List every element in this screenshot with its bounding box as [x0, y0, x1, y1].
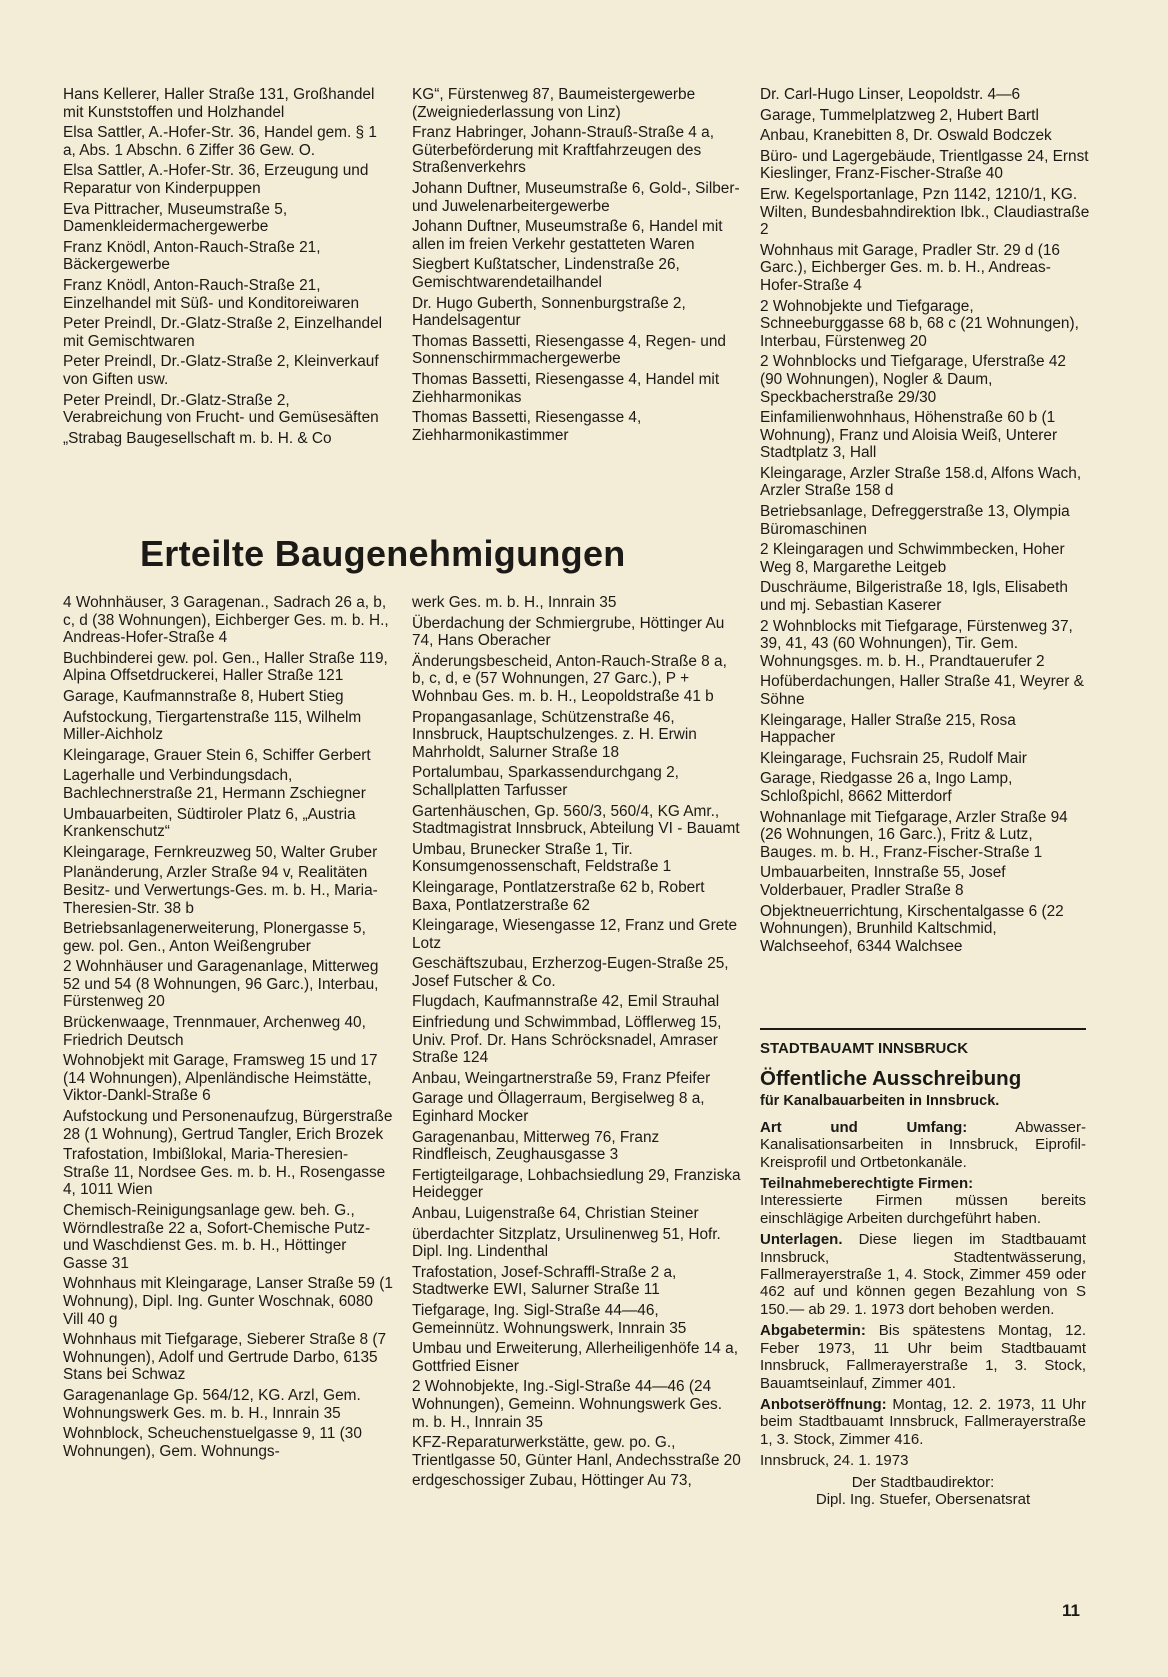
list-entry: Trafostation, Josef-Schraffl-Straße 2 a, Stadtwerke EWI, Salurner Straße 11 [412, 1263, 677, 1299]
list-entry: Umbau, Brunecker Straße 1, Tir. Konsumgenossenschaft, Feldstraße 1 [412, 840, 672, 876]
list-entry: Thomas Bassetti, Riesengasse 4, Regen- und Sonnenschirmmachergewerbe [412, 332, 726, 368]
list-entry: Franz Knödl, Anton-Rauch-Straße 21, Bäckergewerbe [63, 238, 321, 274]
list-entry: Propangasanlage, Schützenstraße 46, Innsbruck, Hauptschulzenges. z. H. Erwin Mahrholdt, Salurner Straße 18 [412, 708, 697, 761]
list-entry: Garagenanbau, Mitterweg 76, Franz Rindfleisch, Zeughausgasse 3 [412, 1128, 660, 1164]
notice-scope-text: Abwasser-Kanalisationsarbeiten in Innsbruck, Eiprofil-Kreisprofil und Ortbetonkanäle. [760, 1118, 1086, 1171]
notice-firms-label: Teilnahmeberechtigte Firmen: [760, 1175, 974, 1193]
page-number: 11 [1062, 1601, 1080, 1620]
notice-signer-title: Der Stadtbaudirektor: [851, 1473, 995, 1491]
list-entry: 2 Wohnblocks mit Tiefgarage, Fürstenweg 37, 39, 41, 43 (60 Wohnungen), Tir. Gem. Wohnungsges. m. b. H., Prandtauerufer 2 [760, 617, 1073, 670]
list-entry: Betriebsanlagenerweiterung, Plonergasse 5, gew. pol. Gen., Anton Weißengruber [63, 920, 366, 955]
list-entry: Kleingarage, Grauer Stein 6, Schiffer Gerbert [63, 746, 371, 764]
list-entry: Trafostation, Imbißlokal, Maria-Theresien-Straße 11, Nordsee Ges. m. b. H., Rosengasse 4, 1011 Wien [63, 1146, 386, 1199]
list-entry: Kleingarage, Fuchsrain 25, Rudolf Mair [760, 749, 1027, 767]
list-entry: Objektneuerrichtung, Kirschentalgasse 6 (22 Wohnungen), Brunhild Kaltschmid, Walchseehof, 6344 Walchsee [760, 902, 1064, 955]
business-list-col-2 [412, 86, 742, 447]
list-entry: Aufstockung, Tiergartenstraße 115, Wilhelm Miller-Aichholz [63, 708, 362, 744]
list-entry: Kleingarage, Haller Straße 215, Rosa Happacher [760, 711, 1016, 747]
notice-opening-text: Montag, 12. 2. 1973, 11 Uhr beim Stadtbauamt Innsbruck, Fallmerayerstraße 1, 3. Stock, Zimmer 416. [760, 1395, 1086, 1448]
list-entry: Peter Preindl, Dr.-Glatz-Straße 2, Kleinverkauf von Giften usw. [63, 353, 379, 388]
list-entry: KFZ-Reparaturwerkstätte, gew. po. G., Trientlgasse 50, Günter Hanl, Andechsstraße 20 [412, 1434, 741, 1469]
list-entry: Peter Preindl, Dr.-Glatz-Straße 2, Einzelhandel mit Gemischtwaren [63, 315, 383, 350]
list-entry: Gartenhäuschen, Gp. 560/3, 560/4, KG Amr., Stadtmagistrat Innsbruck, Abteilung VI - Bauamt [412, 802, 740, 838]
notice-scope-label: Art und Umfang: [760, 1118, 968, 1136]
notice-opening [760, 1396, 1086, 1448]
notice-documents-text: Diese liegen im Stadtbauamt Innsbruck, Stadtentwässerung, Fallmerayerstraße 1, 4. Stock, Zimmer 459 oder 462 auf und können gegen Bezahlung von S 150.— ab 29. 1. 1973 dort behoben werden. [760, 1231, 1086, 1318]
list-entry: Aufstockung und Personenaufzug, Bürgerstraße 28 (1 Wohnung), Gertrud Tangler, Erich Brozek [63, 1108, 393, 1143]
list-entry: Franz Habringer, Johann-Strauß-Straße 4 a, Güterbeförderung mit Kraftfahrzeugen des Straßenverkehrs [412, 124, 714, 177]
notice-signer-name: Dipl. Ing. Stuefer, Obersenatsrat [815, 1490, 1031, 1508]
list-entry: Wohnhaus mit Tiefgarage, Sieberer Straße 8 (7 Wohnungen), Adolf und Gertrude Darbo, 6135 Stans bei Schwaz [63, 1331, 387, 1384]
list-entry: Tiefgarage, Ing. Sigl-Straße 44—46, Gemeinnütz. Wohnungswerk, Innrain 35 [412, 1301, 687, 1337]
list-entry: Garage, Kaufmannstraße 8, Hubert Stieg [63, 687, 344, 705]
list-entry: Überdachung der Schmiergrube, Höttinger Au 74, Hans Oberacher [412, 614, 725, 650]
notice-deadline-label: Abgabetermin: [760, 1322, 866, 1340]
list-entry: Geschäftszubau, Erzherzog-Eugen-Straße 25, Josef Futscher & Co. [412, 955, 729, 990]
list-entry: Änderungsbescheid, Anton-Rauch-Straße 8 a, b, c, d, e (57 Wohnungen, 27 Garc.), P + Wohnbau Ges. m. b. H., Leopoldstraße 41 b [412, 652, 727, 705]
list-entry: Garage und Öllagerraum, Bergiselweg 8 a, Eginhard Mocker [412, 1090, 705, 1126]
list-entry: Betriebsanlage, Defreggerstraße 13, Olympia Büromaschinen [760, 503, 1070, 538]
list-entry: KG“, Fürstenweg 87, Baumeistergewerbe (Zweigniederlassung von Linz) [412, 86, 696, 121]
list-entry: Wohnobjekt mit Garage, Framsweg 15 und 17 (14 Wohnungen), Alpenländische Heimstätte, Viktor-Dankl-Straße 6 [63, 1052, 378, 1105]
list-entry: „Strabag Baugesellschaft m. b. H. & Co [63, 429, 332, 447]
list-entry: 2 Wohnobjekte, Ing.-Sigl-Straße 44—46 (24 Wohnungen), Gemeinn. Wohnungswerk Ges. m. b. H., Innrain 35 [412, 1378, 722, 1431]
section-heading: Erteilte Baugenehmigungen [140, 533, 626, 574]
list-entry: erdgeschossiger Zubau, Höttinger Au 73, [412, 1472, 692, 1490]
notice-documents [760, 1231, 1086, 1318]
notice-opening-label: Anbotseröffnung: [760, 1395, 887, 1413]
list-entry: Wohnblock, Scheuchenstuelgasse 9, 11 (30 Wohnungen), Gem. Wohnungs- [63, 1425, 362, 1460]
list-entry: Einfamilienwohnhaus, Höhenstraße 60 b (1 Wohnung), Franz und Aloisia Weiß, Unterer Stadtplatz 3, Hall [760, 409, 1058, 462]
permit-list-col-1 [63, 594, 393, 1463]
list-entry: Portalumbau, Sparkassendurchgang 2, Schallplatten Tarfusser [412, 764, 679, 799]
list-entry: Wohnhaus mit Garage, Pradler Str. 29 d (16 Garc.), Eichberger Ges. m. b. H., Andreas-Hofer-Straße 4 [760, 241, 1060, 294]
list-entry: Duschräume, Bilgeristraße 18, Igls, Elisabeth und mj. Sebastian Kaserer [760, 579, 1068, 615]
list-entry: Dr. Carl-Hugo Linser, Leopoldstr. 4—6 [760, 86, 1021, 103]
list-entry: Buchbinderei gew. pol. Gen., Haller Straße 119, Alpina Offsetdruckerei, Haller Straße 121 [63, 649, 388, 685]
permit-list-col-2 [412, 594, 742, 1493]
notice-deadline-text: Bis spätestens Montag, 12. Feber 1973, 11 Uhr beim Stadtbauamt Innsbruck, Fallmerayerstraße 1, 3. Stock, Bauamtseinlauf, Zimmer 401. [760, 1322, 1087, 1392]
list-entry: Thomas Bassetti, Riesengasse 4, Ziehharmonikastimmer [412, 409, 642, 444]
list-entry: Umbauarbeiten, Südtiroler Platz 6, „Austria Krankenschutz“ [63, 805, 356, 841]
list-entry: Garage, Riedgasse 26 a, Ingo Lamp, Schloßpichl, 8662 Mitterdorf [760, 770, 1013, 805]
business-list-col-1 [63, 86, 393, 450]
list-entry: Peter Preindl, Dr.-Glatz-Straße 2, Verabreichung von Frucht- und Gemüsesäften [63, 391, 379, 427]
list-entry: Umbau und Erweiterung, Allerheiligenhöfe 14 a, Gottfried Eisner [412, 1340, 738, 1375]
list-entry: Wohnhaus mit Kleingarage, Lanser Straße 59 (1 Wohnung), Dipl. Ing. Gunter Woschnak, 6080 Vill 40 g [63, 1275, 393, 1328]
list-entry: 2 Wohnblocks und Tiefgarage, Uferstraße 42 (90 Wohnungen), Nogler & Daum, Speckbacherstraße 29/30 [760, 353, 1066, 406]
list-entry: Büro- und Lagergebäude, Trientlgasse 24, Ernst Kieslinger, Franz-Fischer-Straße 40 [760, 147, 1089, 183]
list-entry: überdachter Sitzplatz, Ursulinenweg 51, Hofr. Dipl. Ing. Lindenthal [412, 1225, 721, 1261]
list-entry: Siegbert Kußtatscher, Lindenstraße 26, Gemischtwarendetailhandel [412, 256, 680, 291]
list-entry: Brückenwaage, Trennmauer, Archenweg 40, Friedrich Deutsch [63, 1014, 366, 1049]
notice-firms-text: Interessierte Firmen müssen bereits einschlägige Arbeiten durchgeführt haben. [760, 1192, 1086, 1227]
notice-documents-label: Unterlagen. [760, 1231, 843, 1249]
permit-list-col-3 [760, 86, 1090, 958]
list-entry: 2 Kleingaragen und Schwimmbecken, Hoher Weg 8, Margarethe Leitgeb [760, 541, 1065, 576]
list-entry: werk Ges. m. b. H., Innrain 35 [412, 594, 617, 611]
notice-place-date: Innsbruck, 24. 1. 1973 [760, 1452, 909, 1470]
list-entry: Anbau, Weingartnerstraße 59, Franz Pfeifer [412, 1069, 711, 1087]
list-entry: Eva Pittracher, Museumstraße 5, Damenkleidermachergewerbe [63, 200, 288, 236]
tender-notice [760, 1028, 1086, 1508]
list-entry: Kleingarage, Wiesengasse 12, Franz und Grete Lotz [412, 917, 738, 952]
list-entry: Kleingarage, Fernkreuzweg 50, Walter Gruber [63, 843, 378, 861]
list-entry: Erw. Kegelsportanlage, Pzn 1142, 1210/1, KG. Wilten, Bundesbahndirektion Ibk., Claudiastraße 2 [760, 185, 1090, 239]
list-entry: Anbau, Kranebitten 8, Dr. Oswald Bodczek [760, 127, 1052, 145]
list-entry: Wohnanlage mit Tiefgarage, Arzler Straße 94 (26 Wohnungen, 16 Garc.), Fritz & Lutz, Bauges. m. b. H., Franz-Fischer-Straße 1 [760, 808, 1068, 861]
list-entry: Elsa Sattler, A.-Hofer-Str. 36, Handel gem. § 1 a, Abs. 1 Abschn. 6 Ziffer 36 Gew. O. [63, 124, 377, 159]
list-entry: Dr. Hugo Guberth, Sonnenburgstraße 2, Handelsagentur [412, 294, 686, 330]
list-entry: Chemisch-Reinigungsanlage gew. beh. G., Wörndlestraße 22 a, Sofort-Chemische Putz- und Waschdienst Ges. m. b. H., Höttinger Gasse 31 [63, 1202, 371, 1272]
list-entry: Hans Kellerer, Haller Straße 131, Großhandel mit Kunststoffen und Holzhandel [63, 86, 375, 121]
notice-subtitle: für Kanalbauarbeiten in Innsbruck. [760, 1093, 1000, 1110]
list-entry: Garagenanlage Gp. 564/12, KG. Arzl, Gem. Wohnungswerk Ges. m. b. H., Innrain 35 [63, 1386, 361, 1422]
list-entry: Hofüberdachungen, Haller Straße 41, Weyrer & Söhne [760, 673, 1084, 708]
notice-deadline [760, 1322, 1086, 1392]
list-entry: Umbauarbeiten, Innstraße 55, Josef Volderbauer, Pradler Straße 8 [760, 864, 1006, 899]
list-entry: Elsa Sattler, A.-Hofer-Str. 36, Erzeugung und Reparatur von Kinderpuppen [63, 162, 369, 197]
list-entry: Anbau, Luigenstraße 64, Christian Steiner [412, 1205, 699, 1222]
list-entry: Johann Duftner, Museumstraße 6, Gold-, Silber- und Juwelenarbeitergewerbe [412, 179, 740, 215]
list-entry: Franz Knödl, Anton-Rauch-Straße 21, Einzelhandel mit Süß- und Konditoreiwaren [63, 276, 360, 312]
list-entry: Fertigteilgarage, Lohbachsiedlung 29, Franziska Heidegger [412, 1166, 741, 1202]
notice-scope [760, 1119, 1086, 1171]
list-entry: Einfriedung und Schwimmbad, Löfflerweg 15, Univ. Prof. Dr. Hans Schröcksnadel, Amraser Straße 124 [412, 1014, 722, 1067]
list-entry: Lagerhalle und Verbindungsdach, Bachlechnerstraße 21, Hermann Zschiegner [63, 767, 366, 802]
list-entry: Kleingarage, Pontlatzerstraße 62 b, Robert Baxa, Pontlatzerstraße 62 [412, 878, 705, 914]
list-entry: 2 Wohnhäuser und Garagenanlage, Mitterweg 52 und 54 (8 Wohnungen, 96 Garc.), Interbau, Fürstenweg 20 [63, 958, 379, 1011]
list-entry: Johann Duftner, Museumstraße 6, Handel mit allen im freien Verkehr gestatteten Waren [412, 218, 723, 253]
list-entry: 2 Wohnobjekte und Tiefgarage, Schneeburggasse 68 b, 68 c (21 Wohnungen), Interbau, Fürstenweg 20 [760, 297, 1079, 350]
list-entry: Kleingarage, Arzler Straße 158.d, Alfons Wach, Arzler Straße 158 d [760, 464, 1082, 500]
list-entry: Flugdach, Kaufmannstraße 42, Emil Strauhal [412, 993, 720, 1011]
notice-department: STADTBAUAMT INNSBRUCK [760, 1040, 969, 1057]
list-entry: Garage, Tummelplatzweg 2, Hubert Bartl [760, 106, 1039, 124]
list-entry: Planänderung, Arzler Straße 94 v, Realitäten Besitz- und Verwertungs-Ges. m. b. H., Maria-Theresien-Str. 38 b [63, 864, 378, 917]
list-entry: Thomas Bassetti, Riesengasse 4, Handel mit Ziehharmonikas [412, 370, 720, 406]
notice-title: Öffentliche Ausschreibung [760, 1067, 1022, 1091]
list-entry: 4 Wohnhäuser, 3 Garagenan., Sadrach 26 a, b, c, d (38 Wohnungen), Eichberger Ges. m. b. H., Andreas-Hofer-Straße 4 [63, 594, 389, 647]
